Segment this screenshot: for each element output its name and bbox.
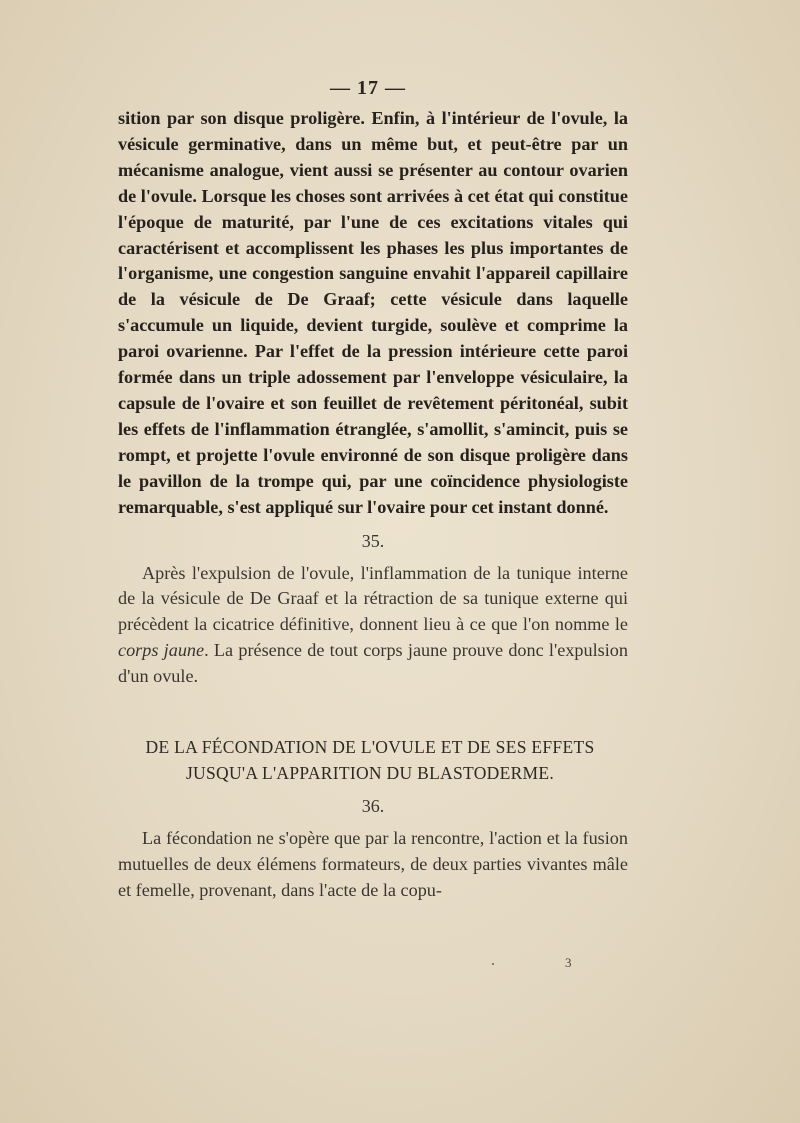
paragraph-35-text-after: . La présence de tout corps jaune prouve donc l'expulsion d'un ovule. <box>118 640 628 687</box>
ink-dot <box>492 963 494 965</box>
paragraph-34-continuation: sition par son disque proligère. Enfin, à l'intérieur de l'ovule, la vésicule germinative, dans un même but, et peut-être par un mécanisme analogue, vient aussi se présenter au contour ovarien de l'ovule. Lorsque les choses sont arrivées à cet état qui constitue l'époque de maturité, par l'une de ces excitations vitales qui caractérisent et accomplissent les phases les plus importantes de l'organisme, une congestion sanguine envahit l'appareil capillaire de la vésicule de De Graaf; cette vésicule dans laquelle s'accumule un liquide, devient turgide, soulève et comprime la paroi ovarienne. Par l'effet de la pression intérieure cette paroi formée dans un triple adossement par l'enveloppe vésiculaire, la capsule de l'ovaire et son feuillet de revêtement péritonéal, subit les effets de l'inflammation étranglée, s'amollit, s'amincit, puis se rompt, et projette l'ovule environné de son disque proligère dans le pavillon de la trompe qui, par une coïncidence physiologiste remarquable, s'est appliqué sur l'ovaire pour cet instant donné. <box>118 108 628 517</box>
chapter-heading-line-1: DE LA FÉCONDATION DE L'OVULE ET DE SES EFFETS <box>145 737 595 758</box>
paragraph-35 <box>118 561 628 691</box>
section-number-35: 35. <box>361 530 385 551</box>
page-content <box>118 70 628 904</box>
paragraph-35-text-before: Après l'expulsion de l'ovule, l'inflammation de la tunique interne de la vésicule de De Graaf et la rétraction de sa tunique externe qui précèdent la cicatrice définitive, donnent lieu à ce que l'on nomme le <box>118 562 628 635</box>
chapter-heading-line-2: JUSQU'A L'APPARITION DU BLASTODERME. <box>185 763 555 784</box>
section-number-36: 36. <box>361 796 385 817</box>
paragraph-35-italic-term: corps jaune <box>118 640 205 661</box>
signature-mark: 3 <box>565 955 572 970</box>
page-number: — 17 — <box>330 77 406 99</box>
paragraph-36: La fécondation ne s'opère que par la rencontre, l'action et la fusion mutuelles de deux élémens formateurs, de deux parties vivantes mâle et femelle, provenant, dans l'acte de la copu- <box>118 828 628 900</box>
